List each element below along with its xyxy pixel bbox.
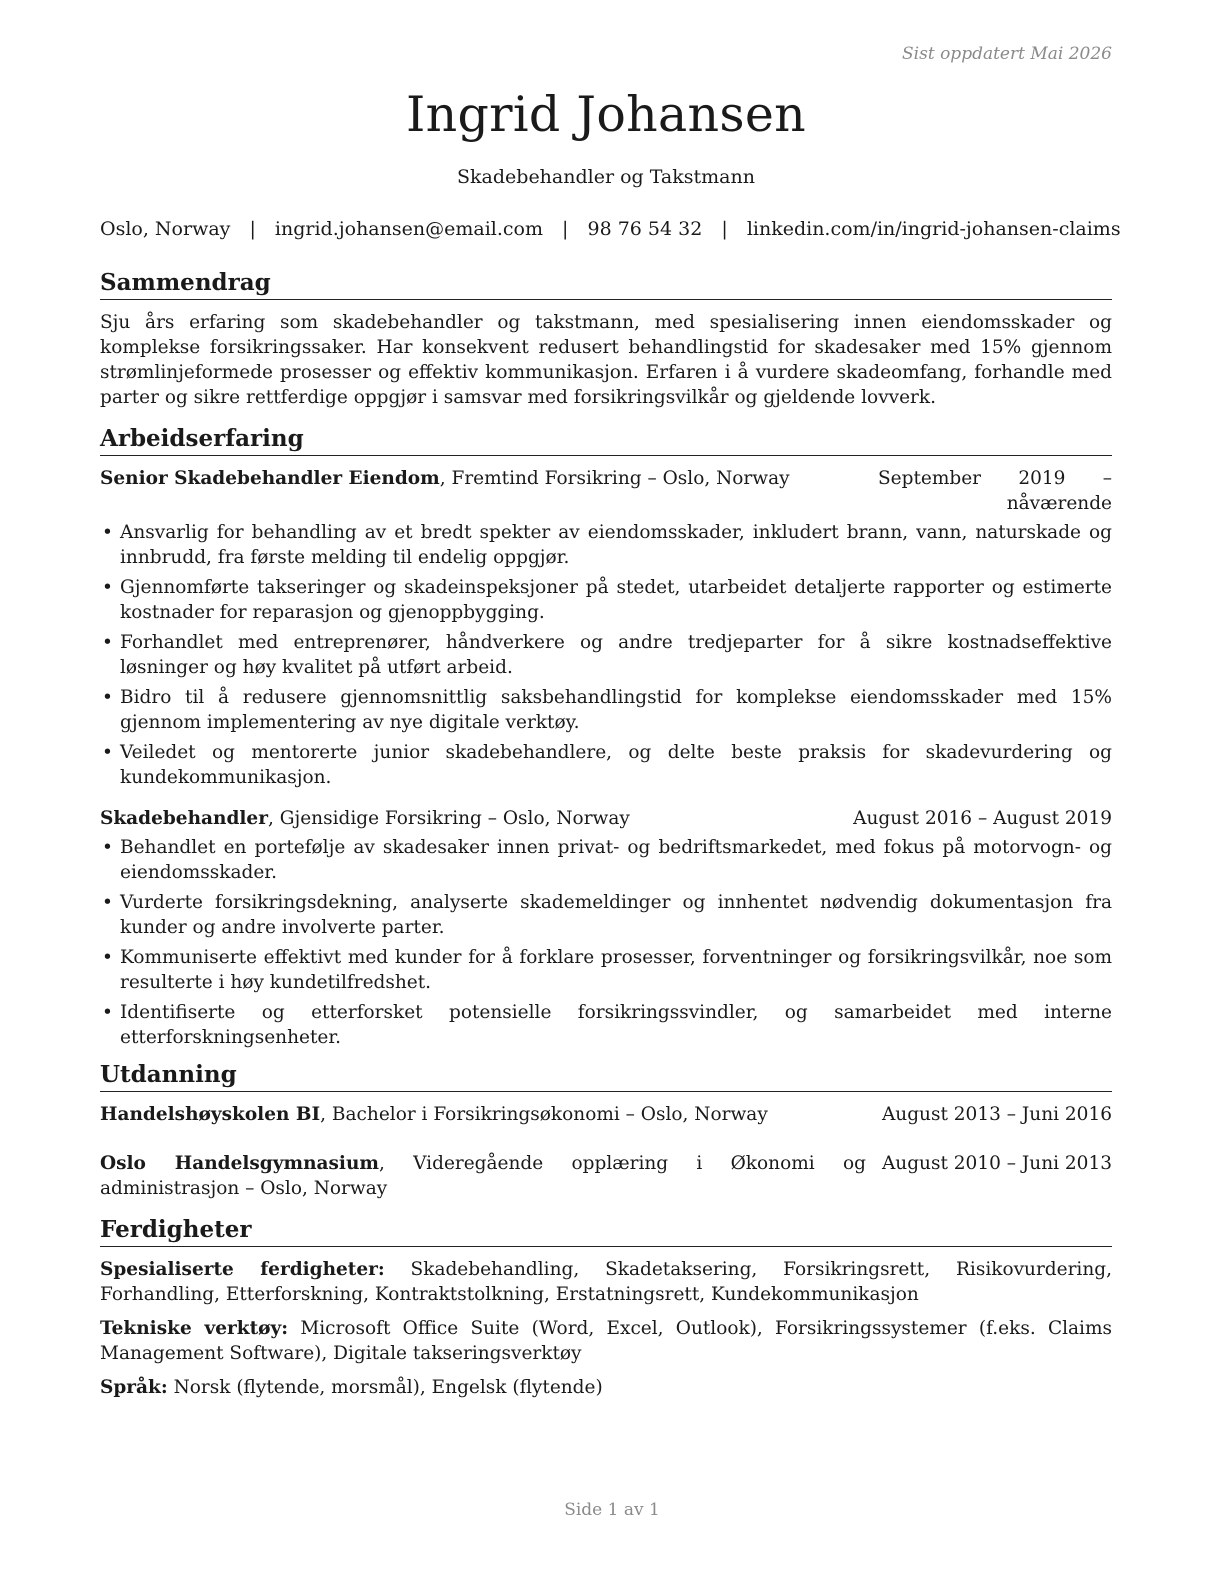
job-entry — [100, 806, 1112, 1050]
resume-content — [100, 268, 1112, 1409]
bullet-item: • Kommuniserte effektivt med kunder for å forklare prosesser, forventninger og forsikringsvilkår, noe som resulterte i høy kundetilfredshet. — [100, 945, 1112, 995]
job-employer: , Gjensidige Forsikring – Oslo, Norway — [267, 808, 630, 829]
candidate-name: Ingrid Johansen — [406, 86, 806, 143]
bullet-item: • Ansvarlig for behandling av et bredt spekter av eiendomsskader, inkludert brann, vann, naturskade og innbrudd, fra første melding til endelig oppgjør. — [100, 520, 1112, 570]
job-title-line — [100, 466, 862, 491]
job-dates: September 2019 – nåværende — [878, 468, 1112, 514]
education-school: Oslo Handelsgymnasium — [100, 1153, 379, 1174]
education-section — [100, 1060, 1112, 1201]
bullet-item: • Gjennomførte takseringer og skadeinspeksjoner på stedet, utarbeidet detaljerte rapporter og estimerte kostnader for reparasjon og gjenoppbygging. — [100, 575, 1112, 625]
skill-label: Spesialiserte ferdigheter: — [100, 1259, 385, 1280]
contact-separator: | — [562, 218, 569, 240]
job-employer: , Fremtind Forsikring – Oslo, Norway — [439, 468, 790, 489]
skill-group — [100, 1375, 1112, 1400]
summary-heading: Sammendrag — [100, 268, 1112, 300]
bullet-item: • Forhandlet med entreprenører, håndverkere og andre tredjeparter for å sikre kostnadseffektive løsninger og høy kvalitet på utført arbeid. — [100, 630, 1112, 680]
education-line — [100, 1102, 866, 1127]
skill-group — [100, 1257, 1112, 1307]
education-entry — [100, 1102, 1112, 1127]
education-heading: Utdanning — [100, 1060, 1112, 1092]
skill-label: Språk: — [100, 1377, 168, 1398]
contact-email[interactable]: ingrid.johansen@email.com — [274, 218, 543, 240]
skill-text: Skadebehandling, Skadetaksering, Forsikringsrett, Risikovurdering, Forhandling, Etterforskning, Kontraktstolkning, Erstatningsrett, Kundekommunikasjon — [100, 1259, 1112, 1305]
education-entry — [100, 1151, 1112, 1201]
bullet-item: • Veiledet og mentorerte junior skadebehandlere, og delte beste praksis for skadevurdering og kundekommunikasjon. — [100, 740, 1112, 790]
education-dates: August 2013 – Juni 2016 — [881, 1104, 1112, 1125]
skills-heading: Ferdigheter — [100, 1215, 1112, 1247]
bullet-item: • Vurderte forsikringsdekning, analyserte skademeldinger og innhentet nødvendig dokumentasjon fra kunder og andre involverte parter. — [100, 890, 1112, 940]
education-detail: , Bachelor i Forsikringsøkonomi – Oslo, Norway — [320, 1104, 768, 1125]
contact-linkedin[interactable]: linkedin.com/in/ingrid-johansen-claims — [746, 218, 1121, 240]
skill-text: Microsoft Office Suite (Word, Excel, Outlook), Forsikringssystemer (f.eks. Claims Management Software), Digitale takseringsverktøy — [100, 1318, 1113, 1364]
page-number: Side 1 av 1 — [564, 1500, 660, 1520]
job-title-line — [100, 806, 837, 831]
contact-location: Oslo, Norway — [100, 218, 231, 240]
education-dates: August 2010 – Juni 2013 — [881, 1153, 1112, 1174]
job-entry — [100, 466, 1112, 790]
bullet-item: • Identifiserte og etterforsket potensielle forsikringssvindler, og samarbeidet med interne etterforskningsenheter. — [100, 1000, 1112, 1050]
contact-phone: 98 76 54 32 — [587, 218, 703, 240]
job-bullets — [100, 520, 1112, 790]
bullet-item: • Behandlet en portefølje av skadesaker innen privat- og bedriftsmarkedet, med fokus på motorvogn- og eiendomsskader. — [100, 835, 1112, 885]
job-header — [100, 466, 1112, 516]
bullet-item: • Bidro til å redusere gjennomsnittlig saksbehandlingstid for komplekse eiendomsskader med 15% gjennom implementering av nye digitale verktøy. — [100, 685, 1112, 735]
job-bullets — [100, 835, 1112, 1050]
job-dates: August 2016 – August 2019 — [853, 808, 1112, 829]
contact-line — [100, 218, 1121, 240]
education-detail: , Videregående opplæring i Økonomi og administrasjon – Oslo, Norway — [100, 1153, 866, 1199]
skill-group — [100, 1316, 1112, 1366]
summary-text: Sju års erfaring som skadebehandler og takstmann, med spesialisering innen eiendomsskader og komplekse forsikringssaker. Har konsekvent redusert behandlingstid for skadesaker med 15% gjennom strømlinjeformede prosesser og effektiv kommunikasjon. Erfaren i å vurdere skadeomfang, forhandle med parter og sikre rettferdige oppgjør i samsvar med forsikringsvilkår og gjeldende lovverk. — [100, 312, 1112, 408]
skills-section — [100, 1215, 1112, 1400]
experience-section — [100, 424, 1112, 1050]
skill-label: Tekniske verktøy: — [100, 1318, 289, 1339]
job-header — [100, 806, 1112, 831]
education-line — [100, 1151, 866, 1201]
summary-section — [100, 268, 1112, 410]
job-title: Skadebehandler og Takstmann — [457, 166, 755, 188]
job-role: Skadebehandler — [100, 808, 268, 829]
skill-text: Norsk (flytende, morsmål), Engelsk (flytende) — [167, 1377, 603, 1398]
education-school: Handelshøyskolen BI — [100, 1104, 321, 1125]
contact-separator: | — [249, 218, 256, 240]
contact-separator: | — [721, 218, 728, 240]
experience-heading: Arbeidserfaring — [100, 424, 1112, 456]
last-updated-note: Sist oppdatert Mai 2026 — [902, 44, 1112, 64]
job-role: Senior Skadebehandler Eiendom — [100, 468, 440, 489]
